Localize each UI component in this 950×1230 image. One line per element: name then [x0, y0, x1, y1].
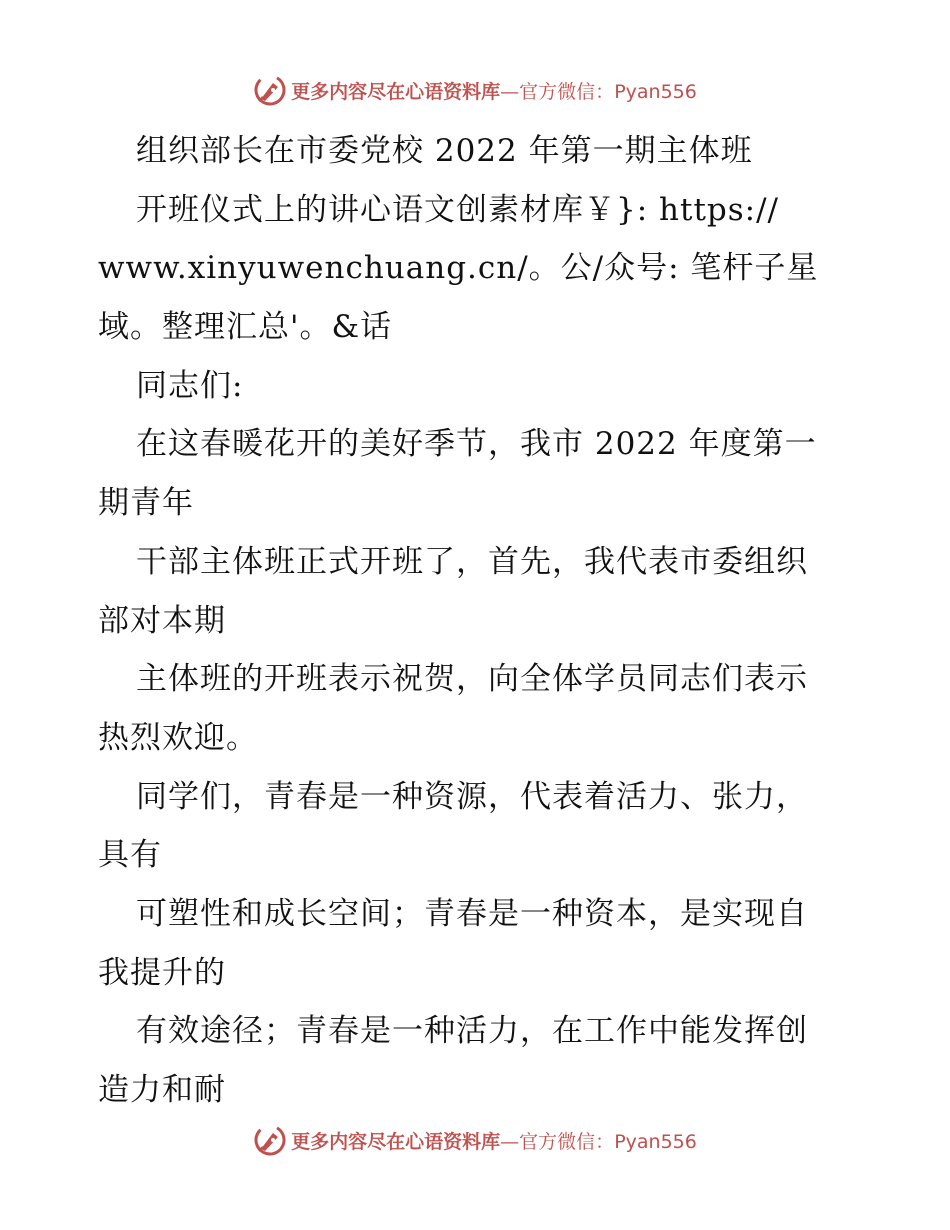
- doc-line: 期青年: [98, 485, 194, 522]
- document-body: [98, 122, 858, 1120]
- banner-slogan: 更多内容尽在心语资料库: [291, 80, 501, 103]
- pen-nib-logo-icon: [253, 73, 287, 107]
- doc-line: 主体班的开班表示祝贺，向全体学员同志们表示: [136, 661, 808, 698]
- banner-wechat-label: 官方微信：: [519, 1130, 615, 1153]
- doc-line: 域。整理汇总'。&话: [98, 309, 393, 346]
- doc-line: 同志们:: [136, 367, 244, 404]
- doc-line: 有效途径；青春是一种活力，在工作中能发挥创: [136, 1013, 808, 1050]
- doc-line: 开班仪式上的讲心语文创素材库￥}: https://: [136, 191, 779, 228]
- doc-line: 我提升的: [98, 954, 226, 991]
- banner-wechat-handle: Pyan556: [614, 1130, 697, 1153]
- doc-line: 具有: [98, 837, 162, 874]
- pen-nib-logo-icon: [253, 1123, 287, 1157]
- doc-line: www.xinyuwenchuang.cn/。公/众号: 笔杆子星: [98, 250, 819, 287]
- doc-line: 可塑性和成长空间；青春是一种资本，是实现自: [136, 895, 808, 932]
- doc-line: 造力和耐: [98, 1072, 226, 1108]
- doc-line: 在这春暖花开的美好季节，我市 2022 年度第一: [136, 426, 817, 463]
- banner-text: [291, 77, 697, 104]
- doc-line: 热烈欢迎。: [98, 719, 258, 756]
- banner-wechat-label: 官方微信：: [519, 80, 615, 103]
- banner-slogan: 更多内容尽在心语资料库: [291, 1130, 501, 1153]
- banner-dash: —: [500, 1130, 520, 1153]
- banner-dash: —: [500, 80, 520, 103]
- header-banner: [0, 70, 950, 110]
- doc-line: 同学们，青春是一种资源，代表着活力、张力，: [136, 778, 808, 815]
- banner-wechat-handle: Pyan556: [614, 80, 697, 103]
- doc-line: 干部主体班正式开班了，首先，我代表市委组织: [136, 543, 808, 580]
- doc-line: 组织部长在市委党校 2022 年第一期主体班: [136, 133, 753, 169]
- banner-text: [291, 1127, 697, 1154]
- doc-line: 部对本期: [98, 602, 226, 639]
- footer-banner: [0, 1120, 950, 1160]
